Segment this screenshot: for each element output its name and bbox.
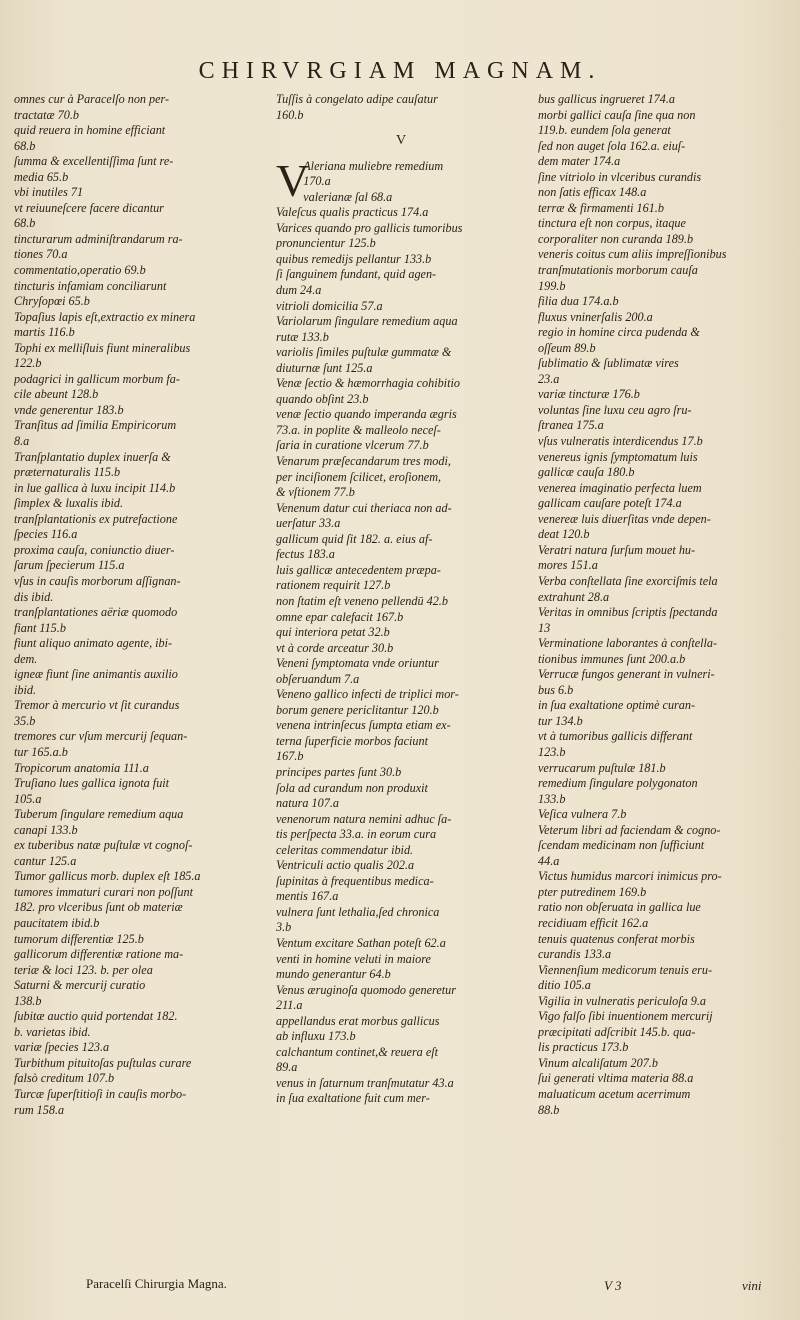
index-entry-line: 170.a <box>303 174 331 189</box>
index-entry-line: tumorum differentiæ 125.b <box>14 931 144 946</box>
index-entry-line: oſſeum 89.b <box>538 340 596 355</box>
index-entry-line: 73.a. in poplite & malleolo neceſ- <box>276 422 441 437</box>
index-entry-line: quando obſint 23.b <box>276 391 369 406</box>
index-entry-line: dem mater 174.a <box>538 154 621 169</box>
index-entry-line: ditio 105.a <box>538 978 591 993</box>
index-entry-line: maluaticum acetum acerrimum <box>538 1087 691 1101</box>
catchword: vini <box>742 1278 762 1293</box>
index-entry-line: 182. pro vlceribus ſunt ob materiæ <box>14 900 183 915</box>
index-entry-line: ſpecies 116.a <box>14 527 78 542</box>
index-entry-line: Vigo falſo ſibi inuentionem mercurij <box>538 1009 713 1024</box>
index-entry-line: per inciſionem ſcilicet, eroſionem, <box>276 469 442 484</box>
column-2-top-entries <box>276 92 528 123</box>
index-entry-line: igneæ fiunt ſine animantis auxilio <box>14 667 178 682</box>
index-entry-line: tur 134.b <box>538 713 583 728</box>
index-entry-line: natura 107.a <box>276 796 339 811</box>
index-entry-line: Verba conſtellata ſine exorciſmis tela <box>538 573 718 588</box>
index-entry-line: morbi gallici cauſa ſine qua non <box>538 107 696 122</box>
index-entry-line: ab influxu 173.b <box>276 1029 356 1044</box>
index-entry-line: fluxus vninerſalis 200.a <box>538 309 653 324</box>
index-entry-line: 122.b <box>14 356 42 371</box>
index-entry-line: Veneno gallico infecti de triplici mor- <box>276 687 459 702</box>
index-entry-line: Chryſopœi 65.b <box>14 294 90 309</box>
index-entry-line: vbi inutiles 71 <box>14 185 84 200</box>
index-entry-line: 68.b <box>14 138 36 153</box>
index-entry-line: Victus humidus marcori inimicus pro- <box>538 869 722 884</box>
index-entry-line: Veterum libri ad faciendam & cogno- <box>538 822 721 837</box>
index-entry-line: 44.a <box>538 853 560 868</box>
index-entry-line: venæ ſectio quando imperanda ægris <box>276 407 457 422</box>
index-entry-line: venereus ignis ſymptomatum luis <box>538 449 698 464</box>
index-entry-line: terna ſuperficie morbos faciunt <box>276 733 428 748</box>
index-entry-line: 13 <box>538 620 551 635</box>
index-entry-line: ſola ad curandum non produxit <box>276 780 428 795</box>
index-entry-line: mores 151.a <box>538 558 598 573</box>
index-entry-line: ſarum ſpecierum 115.a <box>14 558 125 573</box>
index-entry-line: cile abeunt 128.b <box>14 387 99 402</box>
index-entry-line: ſupinitas à frequentibus medica- <box>276 873 434 888</box>
index-columns <box>14 92 790 1262</box>
index-entry-line: Saturni & mercurij curatio <box>14 978 146 993</box>
index-entry-line: tincturarum adminiſtrandarum ra- <box>14 231 183 246</box>
running-head: CHIRVRGIAM MAGNAM. <box>198 58 602 84</box>
index-entry-line: Venus æruginoſa quomodo generetur <box>276 982 456 997</box>
index-entry-line: fectus 183.a <box>276 547 335 562</box>
index-entry-line: filia dua 174.a.b <box>538 294 619 309</box>
index-entry-line: 3.b <box>276 920 292 935</box>
drop-cap: V <box>276 154 310 206</box>
index-entry-line: venti in homine veluti in maiore <box>276 951 431 966</box>
index-entry-line: vnde generentur 183.b <box>14 402 124 417</box>
index-entry-line: Turcæ ſuperſtitioſi in cauſis morbo- <box>14 1087 187 1101</box>
index-entry-line: gallicorum differentiæ ratione ma- <box>14 947 184 962</box>
index-entry-line: vt à tumoribus gallicis differant <box>538 729 693 744</box>
index-entry-line: Tropicorum anatomia 111.a <box>14 760 149 775</box>
index-entry-line: 23.a <box>538 371 560 386</box>
index-entry-line: Tuſſis à congelato adipe cauſatur <box>276 92 438 106</box>
index-entry-line: deat 120.b <box>538 527 590 542</box>
index-entry-line: non ſtatim eſt veneno pellendū 42.b <box>276 593 448 608</box>
index-entry-line: dem. <box>14 651 38 666</box>
index-entry-line: terræ & firmamenti 161.b <box>538 200 664 215</box>
index-entry-line: Vinum alcaliſatum 207.b <box>538 1055 658 1070</box>
index-entry-line: ſtranea 175.a <box>538 418 604 433</box>
index-entry-line: Tumor gallicus morb. duplex eſt 185.a <box>14 869 201 884</box>
index-entry-line: tremores cur vſum mercurij ſequan- <box>14 729 188 744</box>
index-entry-line: mundo generantur 64.b <box>276 967 391 982</box>
index-entry-line: gallicum quid ſit 182. a. eius af- <box>276 531 433 546</box>
index-entry-line: ſcendam medicinam non ſufficiunt <box>538 838 705 853</box>
index-entry-line: vt reiuuneſcere facere dicantur <box>14 200 164 215</box>
index-entry-line: quibus remedijs pellantur 133.b <box>276 251 432 266</box>
index-entry-line: rum 158.a <box>14 1102 65 1117</box>
index-entry-line: venereæ luis diuerſitas vnde depen- <box>538 511 711 526</box>
index-entry-line: valerianæ ſal 68.a <box>303 189 393 204</box>
index-entry-line: in ſua exaltatione optimè curan- <box>538 698 696 713</box>
index-entry-line: variolis ſimiles puſtulæ gummatæ & <box>276 345 452 360</box>
index-entry-line: voluntas ſine luxu ceu agro ſru- <box>538 402 692 417</box>
index-entry-line: Tranſitus ad ſimilia Empiricorum <box>14 418 177 433</box>
index-entry-line: Vigilia in vulneratis periculoſa 9.a <box>538 993 707 1008</box>
index-entry-line: regio in homine circa pudenda & <box>538 325 700 340</box>
index-entry-line: tumores immaturi curari non poſſunt <box>14 884 193 899</box>
footer-title: Paracelſi Chirurgia Magna. <box>86 1276 227 1291</box>
index-entry-line: non ſatis efficax 148.a <box>538 185 647 200</box>
index-entry-line: bus gallicus ingrueret 174.a <box>538 92 675 106</box>
index-entry-line: omnes cur à Paracelſo non per- <box>14 92 170 106</box>
index-entry-line: 138.b <box>14 993 42 1008</box>
index-entry-line: Valeſcus qualis practicus 174.a <box>276 205 429 220</box>
index-entry-line: uerſatur 33.a <box>276 516 341 531</box>
index-entry-line: 167.b <box>276 749 304 764</box>
index-entry-line: variæ tincturæ 176.b <box>538 387 640 402</box>
index-entry-line: 8.a <box>14 434 30 449</box>
index-entry-line: Viennenſium medicorum tenuis eru- <box>538 962 713 977</box>
index-entry-line: variæ ſpecies 123.a <box>14 1040 110 1055</box>
index-entry-line: Veratri natura ſurſum mouet hu- <box>538 542 696 557</box>
index-entry-line: recidiuam efficit 162.a <box>538 915 649 930</box>
index-entry-line: Venenum datur cui theriaca non ad- <box>276 500 452 515</box>
index-entry-line: Turbithum pituitoſas puſtulas curare <box>14 1055 192 1070</box>
index-entry-line: qui interiora petat 32.b <box>276 625 390 640</box>
index-entry-line: Tophi ex melliſluis fiunt mineralibus <box>14 340 191 355</box>
index-entry-line: luis gallicæ antecedentem præpa- <box>276 562 441 577</box>
signature-mark: V 3 <box>604 1278 622 1293</box>
index-entry-line: Tremor à mercurio vt ſit curandus <box>14 698 180 713</box>
index-entry-line: celeritas commendatur ibid. <box>276 842 414 857</box>
index-entry-line: calchantum continet,& reuera eſt <box>276 1044 439 1059</box>
index-entry-line: Veneni ſymptomata vnde oriuntur <box>276 656 439 671</box>
index-entry-line: ſubitæ auctio quid portendat 182. <box>14 1009 178 1024</box>
index-entry-line: 68.b <box>14 216 36 231</box>
index-entry-line: tionibus immunes ſunt 200.a.b <box>538 651 686 666</box>
index-entry-line: Tranſplantatio duplex inuerſa & <box>14 449 171 464</box>
index-entry-line: appellandus erat morbus gallicus <box>276 1013 440 1028</box>
index-entry-line: dum 24.a <box>276 283 322 298</box>
index-entry-line: falsò creditum 107.b <box>14 1071 115 1086</box>
index-entry-line: Aleriana muliebre remedium <box>303 158 444 173</box>
index-entry-line: Ventum excitare Sathan poteſt 62.a <box>276 935 446 950</box>
index-entry-line: Veſica vulnera 7.b <box>538 807 627 822</box>
index-entry-line: Venarum præſecandarum tres modi, <box>276 454 451 469</box>
index-entry-line: tis perſpecta 33.a. in eorum cura <box>276 827 437 842</box>
index-entry-line: principes partes ſunt 30.b <box>276 764 402 779</box>
index-entry-line: tranſplantationes aëriæ quomodo <box>14 605 178 620</box>
index-entry-line: 105.a <box>14 791 42 806</box>
index-entry-line: Tuberum ſingulare remedium aqua <box>14 807 184 822</box>
index-entry-line: martis 116.b <box>14 325 75 340</box>
index-entry-line: ibid. <box>14 682 37 697</box>
index-entry-line: 88.b <box>538 1102 560 1117</box>
index-entry-line: commentatio,operatio 69.b <box>14 263 146 278</box>
index-entry-line: 123.b <box>538 744 566 759</box>
index-entry-line: Ventriculi actio qualis 202.a <box>276 858 415 873</box>
index-entry-line: Variolarum ſingulare remedium aqua <box>276 314 458 329</box>
index-entry-line: dis ibid. <box>14 589 54 604</box>
index-entry-line: rutæ 133.b <box>276 329 329 344</box>
index-entry-line: fiant 115.b <box>14 620 66 635</box>
index-entry-line: 119.b. eundem ſola generat <box>538 123 671 138</box>
index-entry-line: curandis 133.a <box>538 947 612 962</box>
index-entry-line: cantur 125.a <box>14 853 77 868</box>
index-entry-line: Venæ ſectio & hæmorrhagia cohibitio <box>276 376 460 391</box>
index-entry-line: tranſplantationis ex putrefactione <box>14 511 178 526</box>
index-entry-line: vt à corde arceatur 30.b <box>276 640 394 655</box>
index-entry-line: pronuncientur 125.b <box>276 236 376 251</box>
index-entry-line: media 65.b <box>14 169 69 184</box>
index-entry-line: tranſmutationis morborum cauſa <box>538 263 698 278</box>
index-entry-line: Verminatione laborantes à conſtella- <box>538 636 718 651</box>
index-entry-line: proxima cauſa, coniunctio diuer- <box>14 542 175 557</box>
index-entry-line: omne epar calefacit 167.b <box>276 609 404 624</box>
index-entry-line: teriæ & loci 123. b. per olea <box>14 962 153 977</box>
index-entry-line: ſublimatio & ſublimatæ vires <box>538 356 679 371</box>
index-entry-line: borum genere periclitantur 120.b <box>276 702 439 717</box>
index-entry-line: Topaſius lapis eſt,extractio ex minera <box>14 309 196 324</box>
index-entry-line: gallicam cauſare poteſt 174.a <box>538 496 682 511</box>
index-column-1 <box>14 92 266 1262</box>
index-entry-line: obſeruandum 7.a <box>276 671 360 686</box>
index-entry-line: extrahunt 28.a <box>538 589 610 604</box>
index-entry-line: Veritas in omnibus ſcriptis ſpectanda <box>538 605 718 620</box>
index-entry-line: bus 6.b <box>538 682 574 697</box>
index-entry-line: tractatæ 70.b <box>14 107 80 122</box>
index-entry-line: 211.a <box>276 998 303 1013</box>
index-entry-line: ex tuberibus natæ puſtulæ vt cognoſ- <box>14 838 193 853</box>
index-entry-line: diuturnæ ſunt 125.a <box>276 360 373 375</box>
index-entry-line: mentis 167.a <box>276 889 339 904</box>
index-entry-line: vſus in cauſis morborum aſſignan- <box>14 573 181 588</box>
index-entry-line: tinctura eſt non corpus, itaque <box>538 216 686 231</box>
section-letter: V <box>395 133 409 149</box>
index-entry-line: vulnera ſunt lethalia,ſed chronica <box>276 904 440 919</box>
index-entry-line: b. varietas ibid. <box>14 1024 91 1039</box>
index-entry-line: ratio non obſeruata in gallica lue <box>538 900 701 915</box>
index-entry-line: ſine vitriolo in vlceribus curandis <box>538 169 702 184</box>
index-entry-line: 160.b <box>276 107 304 122</box>
index-entry-line: vitrioli domicilia 57.a <box>276 298 383 313</box>
index-entry-line: tincturis infamiam conciliarunt <box>14 278 167 293</box>
index-entry-line: ſui generati vltima materia 88.a <box>538 1071 694 1086</box>
index-entry-line: venus in ſaturnum tranſmutatur 43.a <box>276 1075 454 1090</box>
index-entry-line: ſimplex & luxalis ibid. <box>14 496 123 511</box>
section-v-entries <box>276 154 528 1107</box>
index-entry-line: remedium ſingulare polygonaton <box>538 776 698 791</box>
index-entry-line: rationem requirit 127.b <box>276 578 391 593</box>
index-entry-line: gallicæ cauſa 180.b <box>538 465 635 480</box>
index-entry-line: veneris coitus cum aliis impreſſionibus <box>538 247 727 262</box>
index-entry-line: in lue gallica à luxu incipit 114.b <box>14 480 176 495</box>
index-entry-line: Verrucæ fungos generant in vulneri- <box>538 667 715 682</box>
index-column-3 <box>538 92 790 1262</box>
index-entry-line: & vſtionem 77.b <box>276 485 355 500</box>
index-entry-line: ſumma & excellentiſſima ſunt re- <box>14 154 174 169</box>
index-entry-line: Varices quando pro gallicis tumoribus <box>276 220 463 235</box>
index-entry-line: venerea imaginatio perfecta luem <box>538 480 702 495</box>
index-entry-line: pter putredinem 169.b <box>538 884 647 899</box>
index-entry-line: vſus vulneratis interdicendus 17.b <box>538 434 703 449</box>
index-entry-line: corporaliter non curanda 189.b <box>538 231 694 246</box>
index-entry-line: paucitatem ibid.b <box>14 915 100 930</box>
index-entry-line: in ſua exaltatione fuit cum mer- <box>276 1091 430 1106</box>
index-entry-line: ſi ſanguinem fundant, quid agen- <box>276 267 437 282</box>
index-entry-line: podagrici in gallicum morbum fa- <box>14 371 180 386</box>
index-entry-line: ſaria in curatione vlcerum 77.b <box>276 438 429 453</box>
index-entry-line: 89.a <box>276 1060 298 1075</box>
index-entry-line: ſed non auget ſola 162.a. eiuſ- <box>538 138 686 153</box>
index-entry-line: venenorum natura nemini adhuc ſa- <box>276 811 452 826</box>
index-entry-line: præcipitati adſcribit 145.b. qua- <box>538 1024 696 1039</box>
index-entry-line: Truſiano lues gallica ignota fuit <box>14 776 170 791</box>
index-entry-line: fiunt aliquo animato agente, ibi- <box>14 636 173 651</box>
index-entry-line: præternaturalis 115.b <box>14 465 121 480</box>
index-entry-line: lis practicus 173.b <box>538 1040 629 1055</box>
index-entry-line: tur 165.a.b <box>14 744 68 759</box>
index-entry-line: quid reuera in homine efficiant <box>14 123 166 138</box>
index-entry-line: tenuis quatenus conferat morbis <box>538 931 695 946</box>
index-column-2 <box>276 92 528 1262</box>
index-entry-line: 199.b <box>538 278 566 293</box>
index-entry-line: canapi 133.b <box>14 822 78 837</box>
index-entry-line: verrucarum puſtulæ 181.b <box>538 760 666 775</box>
index-entry-line: 133.b <box>538 791 566 806</box>
index-entry-line: tiones 70.a <box>14 247 68 262</box>
index-entry-line: venena intrinſecus ſumpta etiam ex- <box>276 718 451 733</box>
index-entry-line: 35.b <box>14 713 36 728</box>
